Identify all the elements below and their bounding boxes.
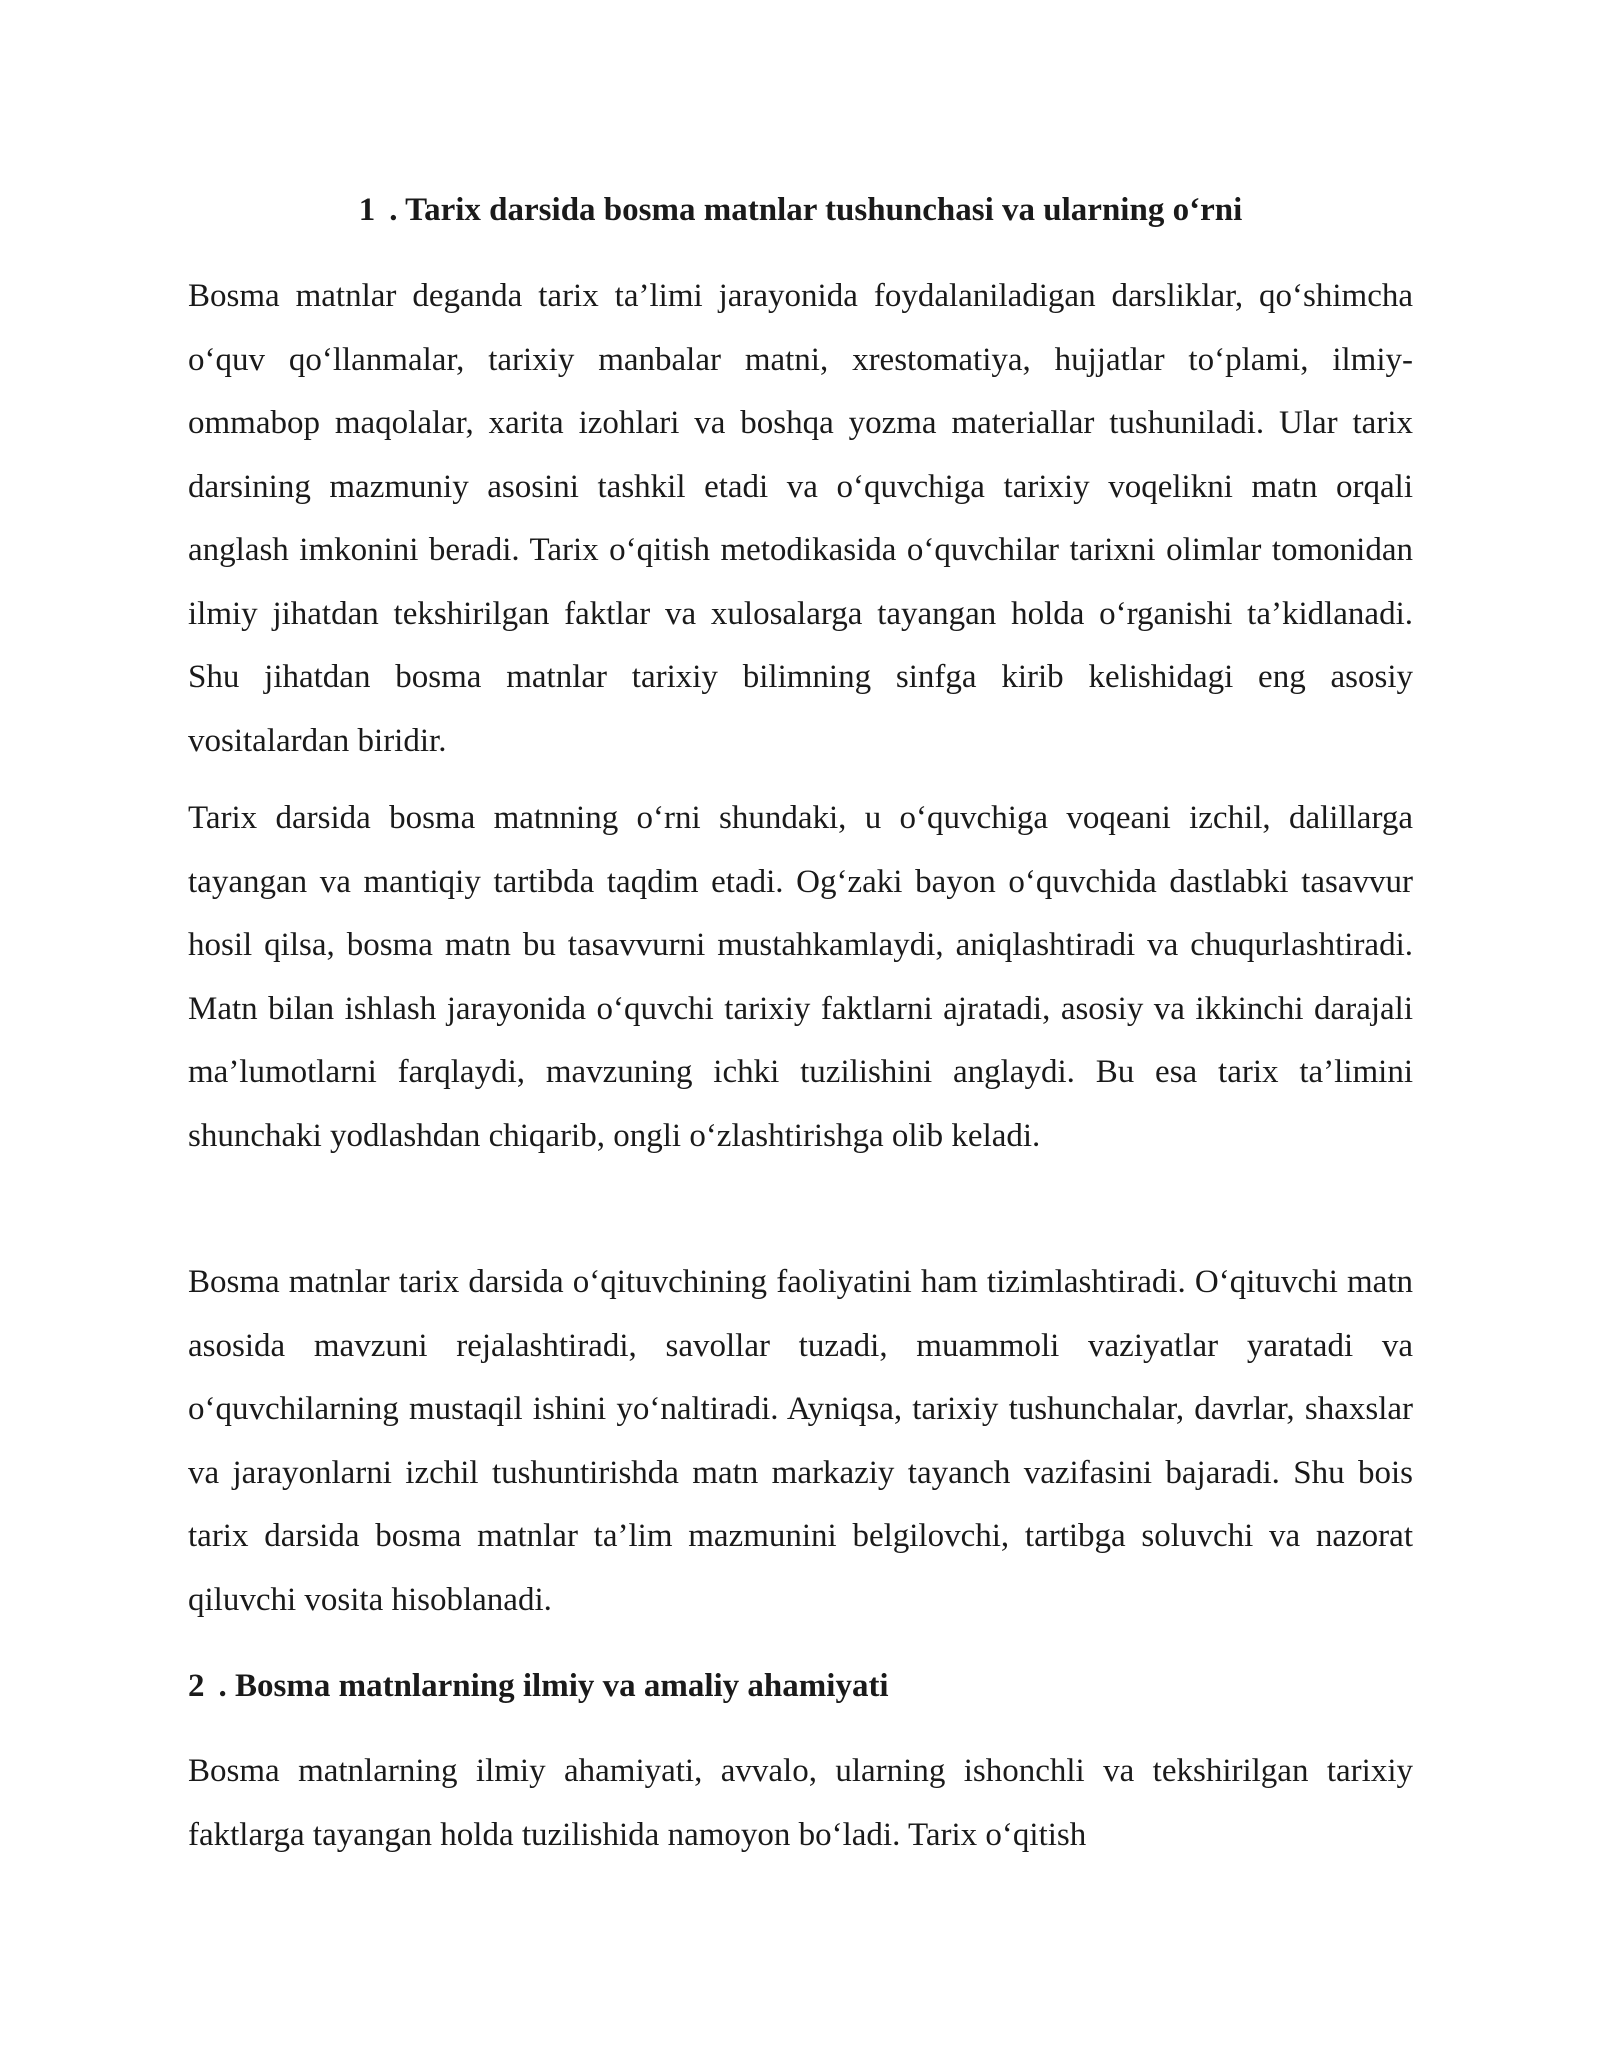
paragraph: Bosma matnlar tarix darsida o‘qituvchining faoliyatini ham tizimlashtiradi. O‘qituvchi matn asosida mavzuni rejalashtiradi, savollar tuzadi, muammoli vaziyatlar yaratadi va o‘quvchilarning mustaqil ishini yo‘naltiradi. Ayniqsa, tarixiy tushunchalar, davrlar, shaxslar va jarayonlarni izchil tushuntirishda matn markaziy tayanch vazifasini bajaradi. Shu bois tarix darsida bosma matnlar ta’lim mazmunini belgilovchi, tartibga soluvchi va nazorat qiluvchi vosita hisoblanadi.	[188, 1264, 1413, 1618]
section-number: 1	[358, 192, 376, 228]
section-title: . Bosma matnlarning ilmiy va amaliy ahamiyati	[218, 1668, 889, 1704]
paragraph: Bosma matnlarning ilmiy ahamiyati, avvalo, ularning ishonchli va tekshirilgan tarixiy faktlarga tayangan holda tuzilishida namoyon bo‘ladi. Tarix o‘qitish	[188, 1753, 1413, 1853]
section-number: 2	[188, 1668, 205, 1704]
section-title: . Tarix darsida bosma matnlar tushunchasi va ularning o‘rni	[389, 192, 1243, 228]
paragraph: Tarix darsida bosma matnning o‘rni shundaki, u o‘quvchiga voqeani izchil, dalillarga tayangan va mantiqiy tartibda taqdim etadi. Og‘zaki bayon o‘quvchida dastlabki tasavvur hosil qilsa, bosma matn bu tasavvurni mustahkamlaydi, aniqlashtiradi va chuqurlashtiradi. Matn bilan ishlash jarayonida o‘quvchi tarixiy faktlarni ajratadi, asosiy va ikkinchi darajali ma’lumotlarni farqlaydi, mavzuning ichki tuzilishini anglaydi. Bu esa tarix ta’limini shunchaki yodlashdan chiqarib, ongli o‘zlashtirishga olib keladi.	[188, 800, 1413, 1154]
section-heading-2	[188, 1664, 889, 1708]
section-heading-1	[188, 188, 1413, 232]
paragraph: Bosma matnlar deganda tarix ta’limi jarayonida foydalaniladigan darsliklar, qo‘shimcha o‘quv qo‘llanmalar, tarixiy manbalar matni, xrestomatiya, hujjatlar to‘plami, ilmiy-ommabop maqolalar, xarita izohlari va boshqa yozma materiallar tushuniladi. Ular tarix darsining mazmuniy asosini tashkil etadi va o‘quvchiga tarixiy voqelikni matn orqali anglash imkonini beradi. Tarix o‘qitish metodikasida o‘quvchilar tarixni olimlar tomonidan ilmiy jihatdan tekshirilgan faktlar va xulosalarga tayangan holda o‘rganishi ta’kidlanadi. Shu jihatdan bosma matnlar tarixiy bilimning sinfga kirib kelishidagi eng asosiy vositalardan biridir.	[188, 278, 1413, 759]
